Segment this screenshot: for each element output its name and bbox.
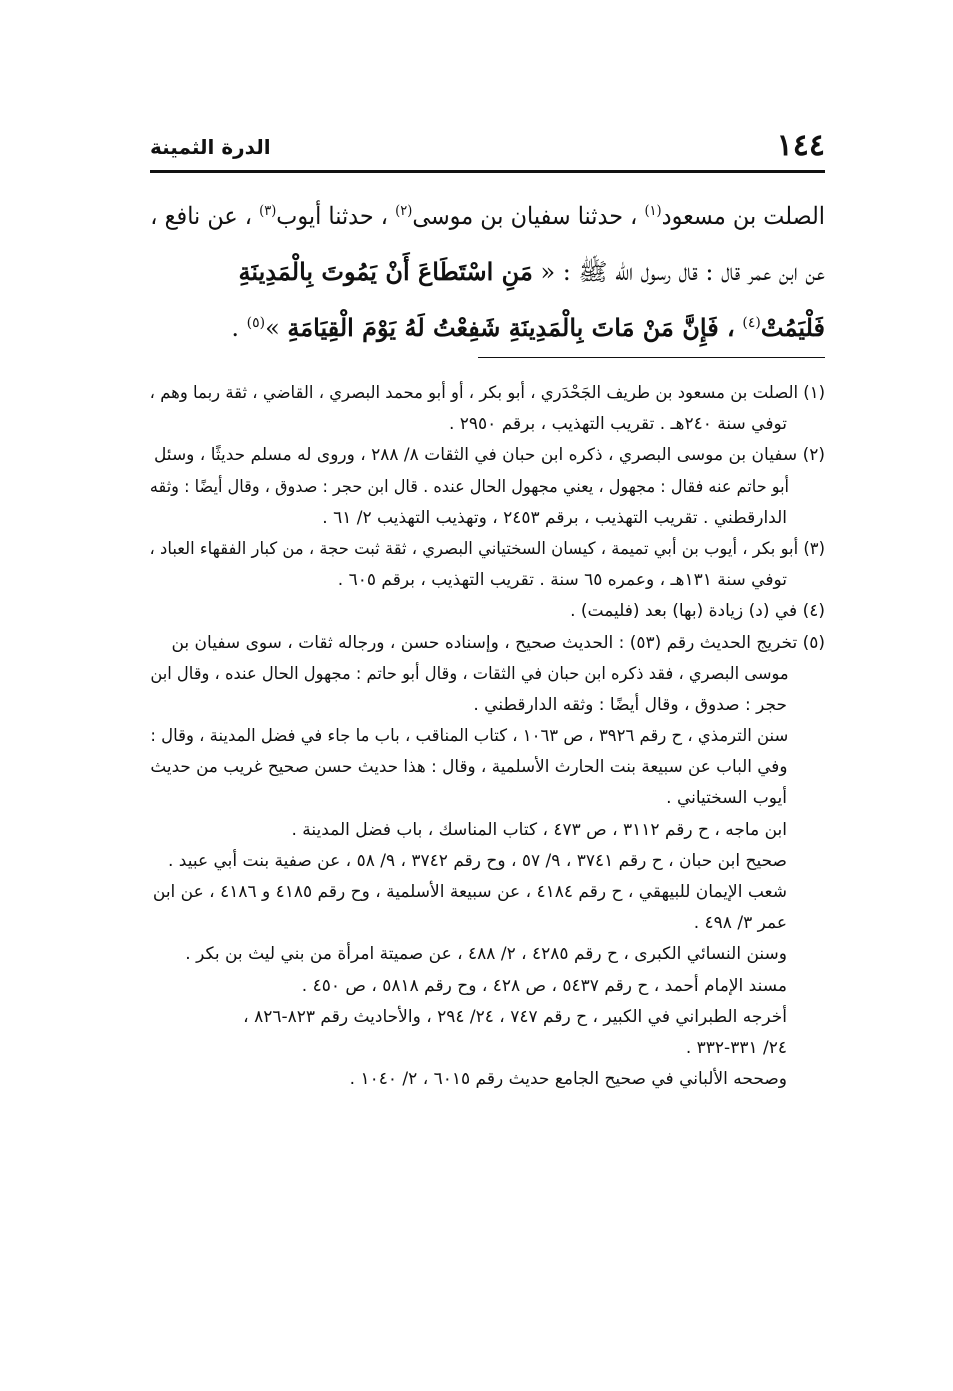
running-title: الدرة الثمينة (150, 135, 271, 159)
footnote-ref-3: (٣) (259, 203, 277, 219)
main-text (150, 188, 825, 356)
footnote-line: أخرجه الطبراني في الكبير ، ح رقم ٧٤٧ ، ٢٤/ ٢٩٤ ، والأحاديث رقم ٨٢٣-٨٢٦ ، (243, 1006, 787, 1027)
hadith-text: ، فَإِنَّ مَنْ مَاتَ بِالْمَدِينَةِ شَفِعْتُ لَهُ يَوْمَ الْقِيَامَةِ (287, 313, 735, 342)
main-text-segment: ، حدثنا سفيان بن موسى (412, 202, 638, 230)
footnote-line: (٥) تخريج الحديث رقم (٥٣) : الحديث صحيح ، وإسناده حسن ، ورجاله ثقات ، سوى سفيان بن (171, 632, 825, 653)
footnote-line: (٣) أبو بكر ، أيوب بن أبي تميمة ، كيسان السختياني البصري ، ثقة ثبت حجة ، من كبار الفقهاء العباد ، (149, 538, 825, 559)
footnote-ref-4: (٤) (742, 315, 761, 331)
footnote-line: مسند الإمام أحمد ، ح رقم ٥٤٣٧ ، ص ٤٢٨ ، وح رقم ٥٨١٨ ، ص ٤٥٠ . (301, 975, 787, 996)
footnote-line: موسى البصري ، فقد ذكره ابن حبان في الثقات ، وقال أبو حاتم : مجهول الحال عنده ، وقال ابن (150, 663, 789, 684)
main-line-3 (150, 300, 825, 356)
main-line-2 (150, 244, 825, 300)
page-header (150, 128, 825, 168)
footnote-line: وفي الباب عن سبيعة بنت الحارث الأسلمية ، وقال : هذا حديث حسن صحيح غريب من حديث (150, 757, 788, 778)
footnote-line: شعب الإيمان للبيهقي ، ح رقم ٤١٨٤ ، عن سبيعة الأسلمية ، وح رقم ٤١٨٥ و ٤١٨٦ ، عن ابن (152, 882, 787, 902)
header-rule (150, 170, 825, 173)
footnote-ref-1: (١) (644, 203, 662, 219)
footnote-separator (478, 357, 825, 358)
main-text-segment: . (231, 314, 239, 342)
footnote-line: أبو حاتم عنه فقال : مجهول ، يعني مجهول الحال عنده . قال ابن حجر : صدوق ، وقال أيضًا : وثقه (149, 476, 790, 497)
footnote-line: ابن ماجه ، ح رقم ٣١١٢ ، ص ٤٧٣ ، كتاب المناسك ، باب فضل المدينة . (291, 819, 787, 840)
footnote-line: سنن الترمذي ، ح رقم ٣٩٢٦ ، ص ١٠٦٣ ، كتاب المناقب ، باب ما جاء في فضل المدينة ، وقال : (150, 726, 789, 747)
footnote-line: ٢٤/ ٣٣١-٣٣٢ . (685, 1037, 787, 1058)
footnote-line: (٤) في (د) زيادة (بها) بعد (فليمت) . (570, 601, 825, 622)
footnote-line: وسنن النسائي الكبرى ، ح رقم ٤٢٨٥ ، ٢/ ٤٨٨ ، عن صميتة امرأة من بني ليث بن بكر . (185, 944, 787, 965)
main-text-segment: ، عن نافع ، (150, 202, 252, 230)
main-line-1 (150, 188, 825, 244)
footnote-line: وصححه الألباني في صحيح الجامع حديث رقم ٦٠١٥ ، ٢/ ١٠٤٠ . (349, 1069, 787, 1090)
footnote-line: توفي سنة ٢٤٠هـ . تقريب التهذيب ، برقم ٢٩٥٠ . (448, 414, 787, 435)
main-text-segment: الصلت بن مسعود (661, 202, 825, 230)
footnote-ref-2: (٢) (395, 203, 413, 219)
hadith-text: مَنِ اسْتَطَاعَ أَنْ يَمُوتَ بِالْمَدِينَةِ (238, 257, 533, 286)
quote-mark: » (265, 314, 280, 342)
footnote-line: حجر : صدوق ، وقال أيضًا : وثقه الدارقطني . (473, 694, 787, 715)
footnote-line: عمر ٣/ ٤٩٨ . (693, 913, 787, 934)
footnote-line: الدارقطني . تقريب التهذيب ، برقم ٢٤٥٣ ، وتهذيب التهذيب ٢/ ٦١ . (322, 507, 787, 528)
hadith-text: فَلْيَمُتْ (760, 313, 825, 342)
footnote-line: صحيح ابن حبان ، ح رقم ٣٧٤١ ، ٩/ ٥٧ ، وح رقم ٣٧٤٢ ، ٩/ ٥٨ ، عن صفية بنت أبي عبيد . (167, 850, 787, 871)
footnote-line: أيوب السختياني . (666, 788, 787, 809)
page-number: ١٤٤ (776, 128, 825, 163)
footnote-ref-5: (٥) (246, 315, 266, 331)
main-text-segment: عن ابن عمر قال : قال رسول الله ﷺ : « (540, 258, 825, 286)
footnote-line: توفي سنة ١٣١هـ ، وعمره ٦٥ سنة . تقريب التهذيب ، برقم ٦٠٥ . (337, 570, 787, 591)
footnote-line: (١) الصلت بن مسعود بن طريف الجَحْدَري ، أبو بكر ، أو أبو محمد البصري ، القاضي ، ثقة ربما وهم ، (149, 383, 825, 403)
main-text-segment: ، حدثنا أيوب (276, 202, 389, 230)
footnote-line: (٢) سفيان بن موسى البصري ، ذكره ابن حبان في الثقات ٨/ ٢٨٨ ، وروى له مسلم حديثًا ، وسئل (153, 445, 825, 466)
footnotes (150, 378, 825, 1095)
